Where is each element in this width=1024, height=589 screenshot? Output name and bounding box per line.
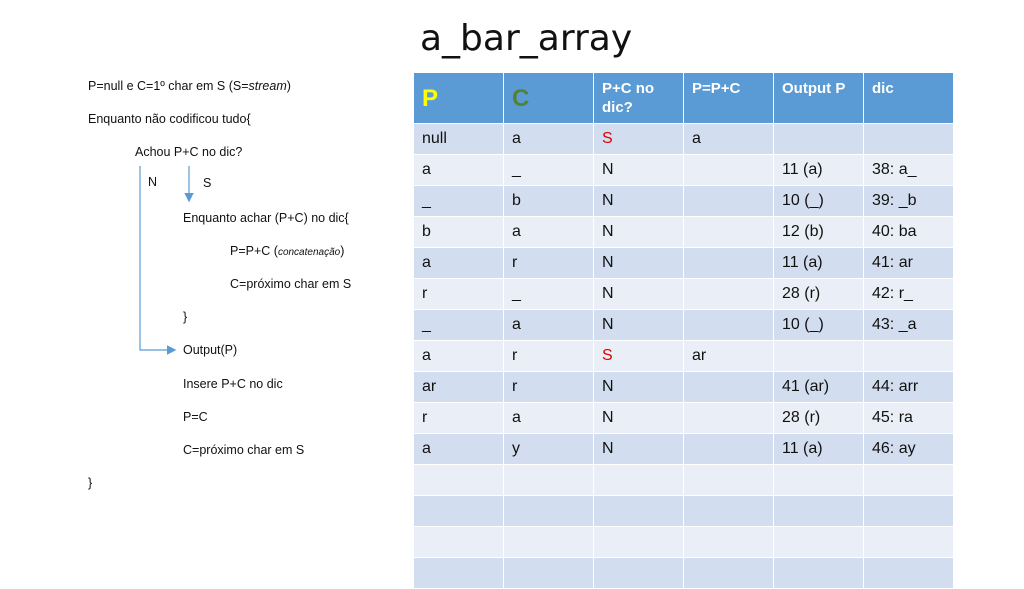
cell-dic (864, 124, 954, 155)
cell-output: 41 (ar) (774, 372, 864, 403)
algo-line-check: Achou P+C no dic? (135, 145, 243, 159)
cell-in-dict: S (594, 341, 684, 372)
algo-line-inner-while: Enquanto achar (P+C) no dic{ (183, 211, 349, 225)
header-p: P (414, 73, 504, 124)
cell-p-equals-pc (684, 558, 774, 589)
cell-p-equals-pc (684, 279, 774, 310)
cell-output (774, 527, 864, 558)
cell-p (414, 465, 504, 496)
header-c: C (504, 73, 594, 124)
cell-dic (864, 496, 954, 527)
header-p-equals-pc: P=P+C (684, 73, 774, 124)
algorithm-pseudocode (0, 0, 400, 576)
cell-dic: 40: ba (864, 217, 954, 248)
cell-in-dict: N (594, 372, 684, 403)
cell-output: 10 (_) (774, 186, 864, 217)
cell-c: r (504, 372, 594, 403)
cell-p-equals-pc (684, 434, 774, 465)
header-in-dict: P+C no dic? (594, 73, 684, 124)
table-row (414, 403, 954, 434)
cell-output: 28 (r) (774, 279, 864, 310)
cell-dic: 38: a_ (864, 155, 954, 186)
cell-p: r (414, 403, 504, 434)
algo-line-concat: P=P+C (concatenação) (230, 244, 345, 258)
no-branch-arrow (140, 166, 174, 350)
cell-dic: 44: arr (864, 372, 954, 403)
cell-dic: 45: ra (864, 403, 954, 434)
table-row (414, 124, 954, 155)
cell-c: a (504, 310, 594, 341)
cell-in-dict: N (594, 279, 684, 310)
cell-c: _ (504, 279, 594, 310)
cell-dic (864, 558, 954, 589)
cell-p-equals-pc (684, 372, 774, 403)
cell-p-equals-pc (684, 248, 774, 279)
cell-c: r (504, 248, 594, 279)
cell-c (504, 558, 594, 589)
cell-c (504, 527, 594, 558)
table-row (414, 465, 954, 496)
table-row (414, 558, 954, 589)
table-row (414, 217, 954, 248)
algo-line-next-char: C=próximo char em S (183, 443, 305, 457)
cell-p: r (414, 279, 504, 310)
cell-c: _ (504, 155, 594, 186)
cell-p-equals-pc (684, 403, 774, 434)
cell-c: y (504, 434, 594, 465)
cell-p (414, 527, 504, 558)
cell-c: a (504, 124, 594, 155)
table-row (414, 155, 954, 186)
cell-dic (864, 465, 954, 496)
cell-p-equals-pc: a (684, 124, 774, 155)
cell-p: null (414, 124, 504, 155)
algo-line-close-inner: } (183, 310, 188, 324)
cell-dic: 43: _a (864, 310, 954, 341)
cell-output (774, 124, 864, 155)
cell-dic (864, 341, 954, 372)
cell-c: r (504, 341, 594, 372)
cell-in-dict: N (594, 248, 684, 279)
table-row (414, 341, 954, 372)
cell-p: ar (414, 372, 504, 403)
table-row (414, 186, 954, 217)
algo-line-init: P=null e C=1º char em S (S=stream) (88, 79, 291, 93)
cell-output (774, 558, 864, 589)
lzw-trace-table (413, 72, 954, 589)
cell-p: _ (414, 310, 504, 341)
cell-output (774, 465, 864, 496)
cell-output (774, 496, 864, 527)
cell-in-dict: N (594, 403, 684, 434)
cell-in-dict (594, 465, 684, 496)
header-dic: dic (864, 73, 954, 124)
cell-in-dict: N (594, 310, 684, 341)
cell-p-equals-pc (684, 527, 774, 558)
cell-p: a (414, 341, 504, 372)
cell-p-equals-pc (684, 496, 774, 527)
cell-p-equals-pc: ar (684, 341, 774, 372)
cell-output: 11 (a) (774, 155, 864, 186)
branch-no-label: N (148, 175, 158, 189)
cell-p: _ (414, 186, 504, 217)
cell-p-equals-pc (684, 155, 774, 186)
table-row (414, 310, 954, 341)
cell-c (504, 465, 594, 496)
cell-output: 11 (a) (774, 248, 864, 279)
cell-output: 11 (a) (774, 434, 864, 465)
cell-output (774, 341, 864, 372)
cell-output: 28 (r) (774, 403, 864, 434)
algo-line-p-equals-c: P=C (183, 410, 208, 424)
cell-c: a (504, 217, 594, 248)
table-header-row (414, 73, 954, 124)
cell-p: a (414, 248, 504, 279)
cell-output: 12 (b) (774, 217, 864, 248)
cell-in-dict (594, 496, 684, 527)
cell-p: b (414, 217, 504, 248)
cell-dic: 39: _b (864, 186, 954, 217)
cell-dic: 42: r_ (864, 279, 954, 310)
cell-p-equals-pc (684, 186, 774, 217)
cell-in-dict: N (594, 186, 684, 217)
cell-dic (864, 527, 954, 558)
cell-in-dict: S (594, 124, 684, 155)
table-row (414, 496, 954, 527)
cell-p (414, 558, 504, 589)
algo-line-while: Enquanto não codificou tudo{ (88, 112, 251, 126)
cell-p: a (414, 434, 504, 465)
cell-p (414, 496, 504, 527)
cell-in-dict: N (594, 155, 684, 186)
cell-p-equals-pc (684, 310, 774, 341)
table-row (414, 527, 954, 558)
cell-in-dict: N (594, 217, 684, 248)
cell-p-equals-pc (684, 465, 774, 496)
cell-c: b (504, 186, 594, 217)
table-row (414, 372, 954, 403)
cell-p: a (414, 155, 504, 186)
cell-output: 10 (_) (774, 310, 864, 341)
cell-p-equals-pc (684, 217, 774, 248)
cell-c: a (504, 403, 594, 434)
algo-line-insert: Insere P+C no dic (183, 377, 283, 391)
table-row (414, 434, 954, 465)
cell-dic: 41: ar (864, 248, 954, 279)
table-row (414, 248, 954, 279)
cell-dic: 46: ay (864, 434, 954, 465)
algo-line-close: } (88, 476, 93, 490)
cell-in-dict (594, 558, 684, 589)
table-row (414, 279, 954, 310)
algo-line-output: Output(P) (183, 343, 238, 357)
cell-c (504, 496, 594, 527)
header-output: Output P (774, 73, 864, 124)
algo-line-next-char-inner: C=próximo char em S (230, 277, 352, 291)
cell-in-dict: N (594, 434, 684, 465)
branch-yes-label: S (203, 176, 212, 190)
slide-title: a_bar_array (420, 18, 633, 59)
cell-in-dict (594, 527, 684, 558)
